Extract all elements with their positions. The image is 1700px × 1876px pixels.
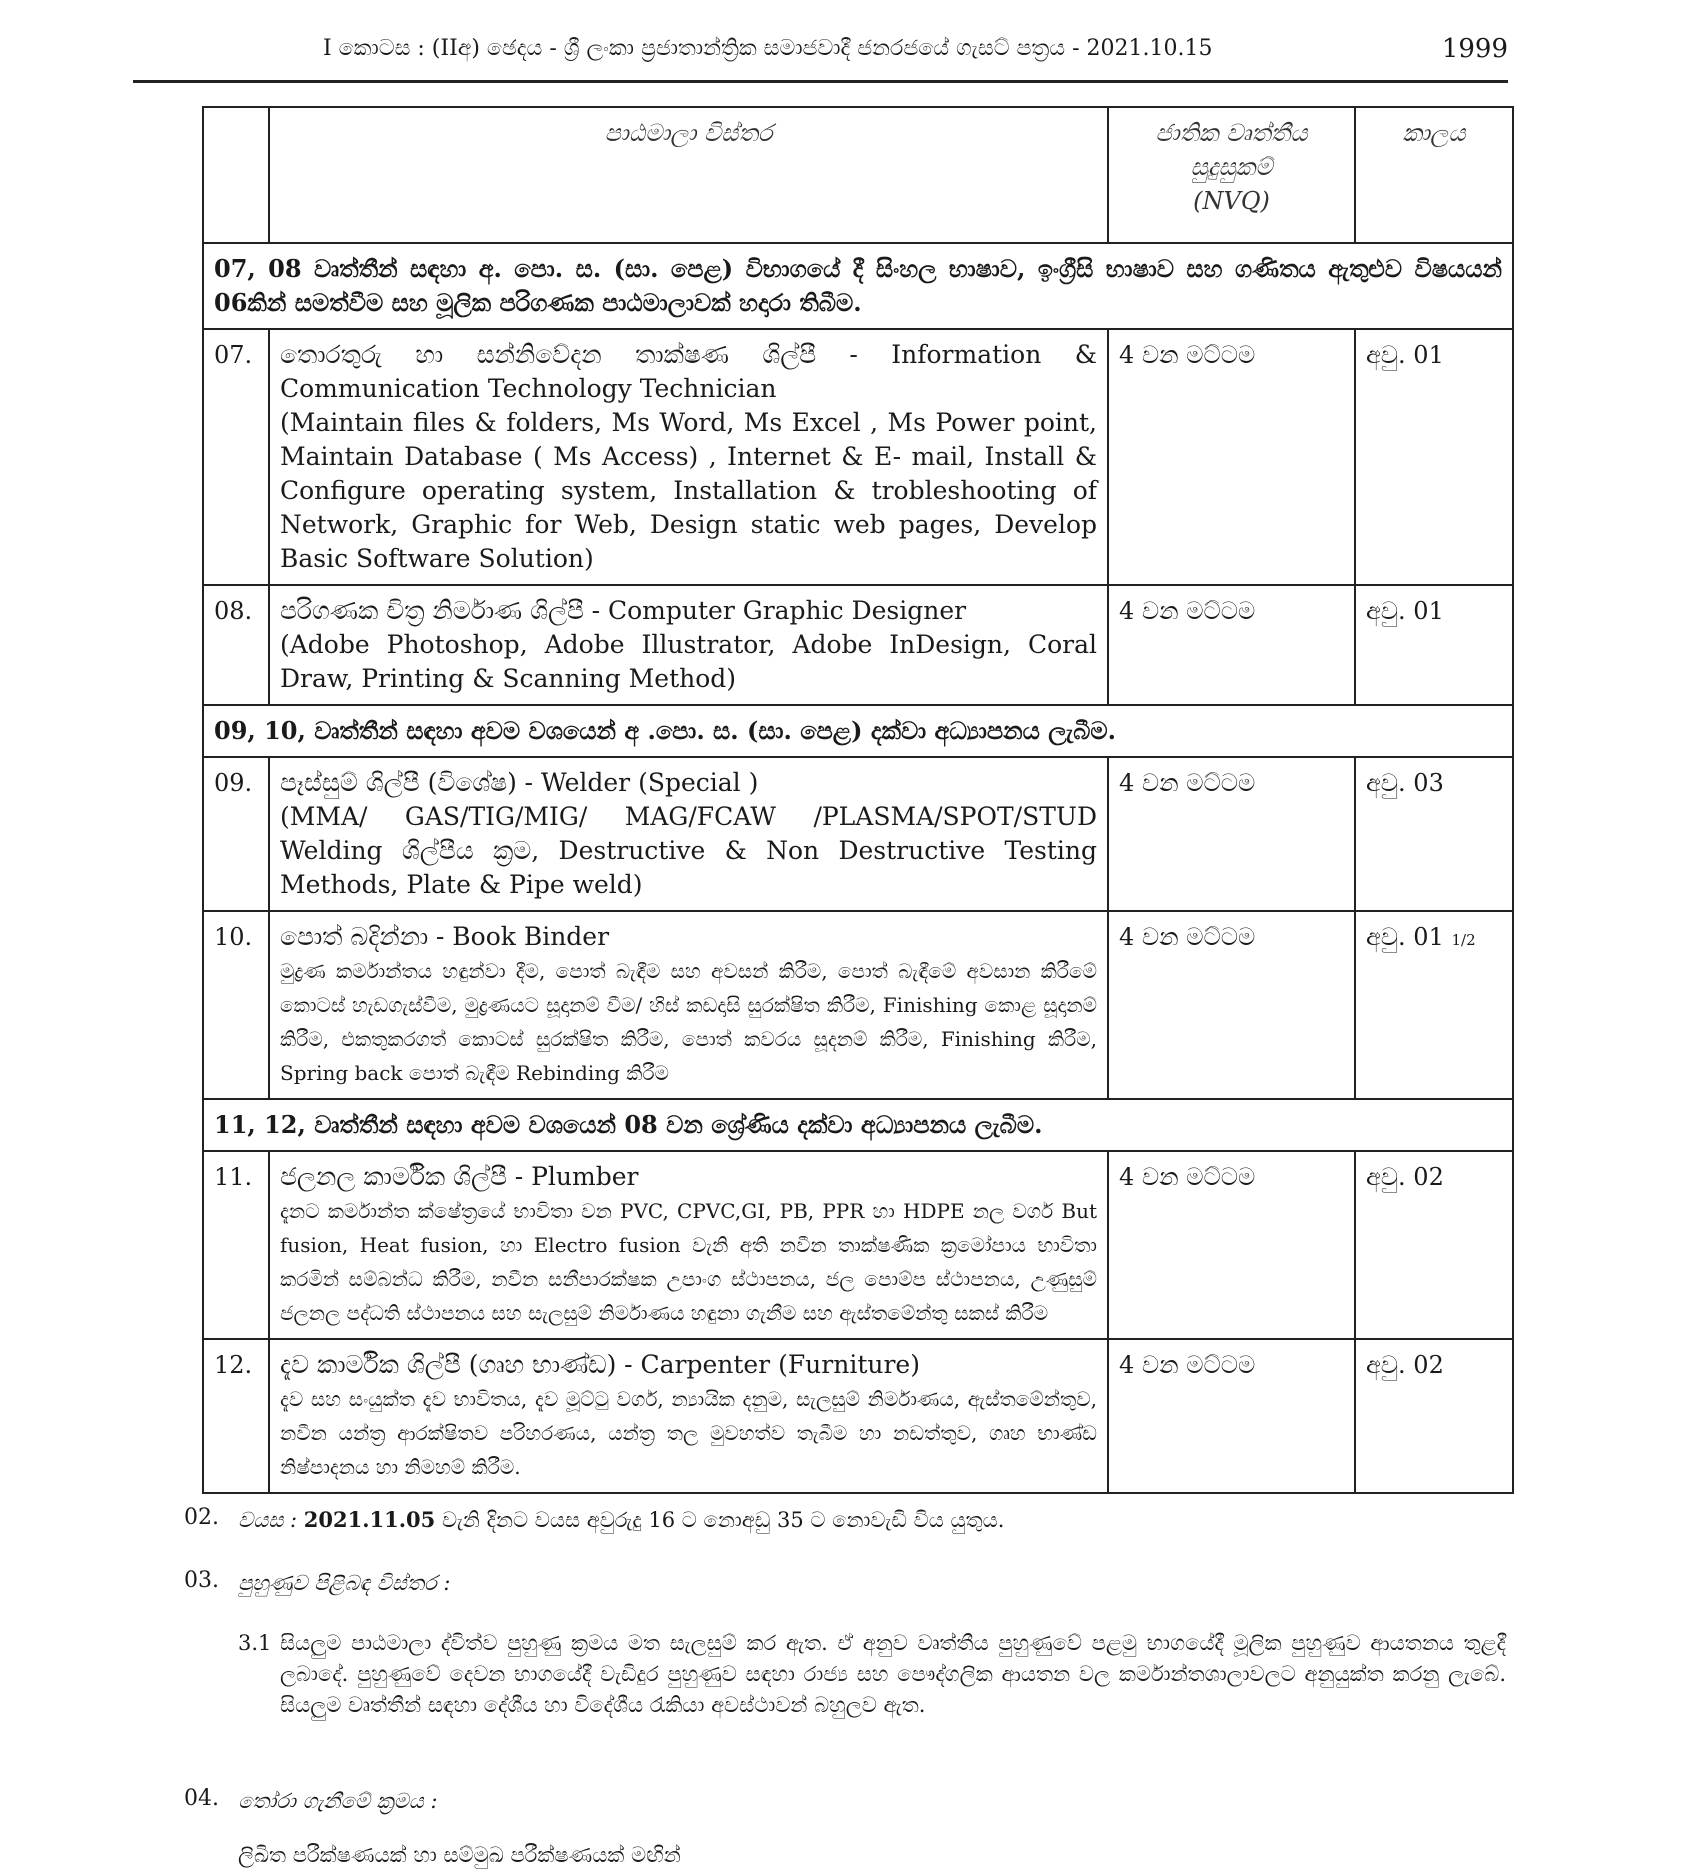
course-duration-value: අවු. 01	[1366, 597, 1444, 625]
course-detail: (Maintain files & folders, Ms Word, Ms Excel , Ms Power point, Maintain Database ( Ms Access) , Internet & E- mail, Install & Configure operating system, Installation & trobleshooting of Network, Graphic for Web, Design static web pages, Develop Basic Software Solution)	[280, 408, 1097, 573]
header-divider	[133, 80, 1508, 83]
course-title-en: - Computer Graphic Designer	[591, 596, 967, 625]
course-nvq-level: 4 වන මට්ටම	[1108, 1151, 1355, 1339]
course-number: 10.	[203, 911, 269, 1099]
course-title-en: - Book Binder	[435, 922, 610, 951]
course-title-en: - Plumber	[514, 1162, 639, 1191]
course-title-si: පෑස්සුම් ශිල්පී (විශේෂ)	[280, 768, 517, 797]
course-detail: දැව සහ සංයුක්ත දැව භාවිතය, දැව මූට්ටු වර්ග, න්‍යායික දනුම, සැලසුම් නිර්මාණය, ඇස්තමේන්තුව, නවීන යන්ත්‍ර ආරක්ෂිතව පරිහරණය, යන්ත්‍ර තල මුවහත්ව තැබීම හා නඩත්තුව, ගෘහ භාණ්ඩ නිෂ්පාදනය හා නිමහම් කිරීම.	[280, 1387, 1097, 1479]
training-sub-number: 3.1	[238, 1631, 272, 1655]
item-number-training: 03.	[184, 1568, 219, 1593]
selection-method: ලිඛිත පරීක්ෂණයක් හා සම්මුඛ පරීක්ෂණයක් මඟින්	[238, 1843, 681, 1867]
section-row	[203, 243, 1513, 329]
course-title-en: - Carpenter (Furniture)	[624, 1350, 920, 1379]
course-nvq-level: 4 වන මට්ටම	[1108, 757, 1355, 911]
course-duration-value: අවු. 01	[1366, 341, 1444, 369]
training-detail	[238, 1628, 1506, 1721]
course-detail: (Adobe Photoshop, Adobe Illustrator, Adobe InDesign, Coral Draw, Printing & Scanning Method)	[280, 630, 1097, 693]
training-sub-text: සියලුම පාඨමාලා ද්විත්ව පුහුණු ක්‍රමය මත සැලසුම් කර ඇත. ඒ අනුව වෘත්තීය පුහුණුවේ පළමු භාගයේදී මූලික පුහුණුව ආයතනය තුළදී ලබාදේ. පුහුණුවේ දෙවන භාගයේදී වැඩිදුර පුහුණුව සඳහා රාජ්‍ය සහ පෞද්ගලික ආයතන වල කර්මාන්තශාලාවලට අනුයුක්ත කරනු ලැබේ. සියලුම වෘත්තීන් සඳහා දේශීය හා විදේශීය රැකියා අවස්ථාවන් බහුලව ඇත.	[280, 1631, 1506, 1717]
item-number-selection: 04.	[184, 1786, 219, 1811]
course-duration-value: අවු. 02	[1366, 1351, 1444, 1379]
item-number-age: 02.	[184, 1505, 219, 1530]
course-duration	[1355, 1339, 1513, 1493]
course-duration	[1355, 329, 1513, 585]
section-requirement: 09, 10, වෘත්තීන් සඳහා අවම වශයෙන් අ .පො. ස. (සා. පෙළ) දක්වා අධ්‍යාපනය ලැබීම.	[203, 705, 1513, 757]
header-nvq-line3: (NVQ)	[1193, 187, 1270, 215]
course-title-en: - Information & Communication Technology Technician	[280, 340, 1097, 403]
course-title-en: - Welder (Special )	[524, 768, 759, 797]
course-table	[202, 106, 1514, 1494]
course-duration-value: අවු. 03	[1366, 769, 1444, 797]
section-row	[203, 1099, 1513, 1151]
selection-label: තෝරා ගැනීමේ ක්‍රමය :	[238, 1789, 438, 1813]
course-detail: (MMA/ GAS/TIG/MIG/ MAG/FCAW /PLASMA/SPOT/STUD Welding ශිල්පීය ක්‍රම, Destructive & Non Destructive Testing Methods, Plate & Pipe weld)	[280, 802, 1097, 899]
course-description	[269, 585, 1108, 705]
training-label: පුහුණුව පිළිබඳ විස්තර :	[238, 1571, 451, 1595]
course-number: 12.	[203, 1339, 269, 1493]
section-row	[203, 705, 1513, 757]
course-duration	[1355, 585, 1513, 705]
course-number: 09.	[203, 757, 269, 911]
table-row	[203, 757, 1513, 911]
course-title-si: පොත් බදින්නා	[280, 922, 429, 951]
course-description	[269, 329, 1108, 585]
course-nvq-level: 4 වන මට්ටම	[1108, 585, 1355, 705]
course-title-si: තොරතුරු හා සන්නිවේදන තාක්ෂණ ශිල්පී	[280, 340, 817, 369]
course-number: 07.	[203, 329, 269, 585]
course-duration-fraction: 1/2	[1451, 931, 1476, 949]
course-duration	[1355, 1151, 1513, 1339]
course-nvq-level: 4 වන මට්ටම	[1108, 1339, 1355, 1493]
course-description	[269, 911, 1108, 1099]
header-description: පාඨමාලා විස්තර	[269, 107, 1108, 243]
table-row	[203, 329, 1513, 585]
page-number: 1999	[1441, 34, 1508, 64]
course-number: 11.	[203, 1151, 269, 1339]
course-duration-value: අවු. 01	[1366, 923, 1444, 951]
table-row	[203, 1151, 1513, 1339]
course-detail: මුද්‍රණ කර්මාන්තය හඳුන්වා දීම, පොත් බැඳීම සහ අවසන් කිරීම, පොත් බැඳීමේ අවසාන කිරීමේ කොටස් හැඩගැස්වීම, මුද්‍රණයට සූදානම් වීම/ හිස් කඩදාසි සුරක්ෂිත කිරීම, Finishing කොළ සූදානම් කිරීම, එකතුකරගත් කොටස් සුරක්ෂිත කිරීම, පොත් කවරය සූදනම් කිරීම, Finishing කිරීම, Spring back පොත් බැඳීම Rebinding කිරීම	[280, 959, 1097, 1085]
header-duration: කාලය	[1355, 107, 1513, 243]
course-title-si: පරිගණක චිත්‍ර නිර්මාණ ශිල්පී	[280, 596, 584, 625]
age-date: 2021.11.05	[303, 1507, 436, 1532]
table-row	[203, 911, 1513, 1099]
course-duration-value: අවු. 02	[1366, 1163, 1444, 1191]
age-text: වැනි දිනට වයස අවුරුදු 16 ට නොඅඩු 35 ට නොවැඩි විය යුතුය.	[441, 1508, 1005, 1532]
course-title-si: ජලනල කාර්මික ශිල්පී	[280, 1162, 508, 1191]
header-nvq	[1108, 107, 1355, 243]
course-nvq-level: 4 වන මට්ටම	[1108, 329, 1355, 585]
course-number: 08.	[203, 585, 269, 705]
header-nvq-line1: ජාතික වෘත්තීය	[1155, 119, 1308, 147]
course-duration	[1355, 911, 1513, 1099]
table-row	[203, 585, 1513, 705]
course-description	[269, 757, 1108, 911]
course-description	[269, 1339, 1108, 1493]
age-label: වයස :	[238, 1508, 298, 1532]
age-requirement	[238, 1505, 1004, 1535]
header-nvq-line2: සුදුසුකම්	[1190, 153, 1273, 181]
header-num-cell	[203, 107, 269, 243]
course-nvq-level: 4 වන මට්ටම	[1108, 911, 1355, 1099]
course-description	[269, 1151, 1108, 1339]
table-header-row	[203, 107, 1513, 243]
section-requirement: 07, 08 වෘත්තීන් සඳහා අ. පො. ස. (සා. පෙළ) විභාගයේ දී සිංහල භාෂාව, ඉංග්‍රීසි භාෂාව සහ ගණිතය ඇතුළුව විෂයයන් 06කින් සමත්වීම සහ මූලික පරිගණක පාඨමාලාවක් හදාරා තිබීම.	[203, 243, 1513, 329]
section-requirement: 11, 12, වෘත්තීන් සඳහා අවම වශයෙන් 08 වන ශ්‍රේණිය දක්වා අධ්‍යාපනය ලැබීම.	[203, 1099, 1513, 1151]
gazette-header-title: I කොටස : (IIඅ) ඡෙදය - ශ්‍රී ලංකා ප්‍රජාතාන්ත්‍රික සමාජවාදී ජනරජයේ ගැසට් පත්‍රය - 2021.10.15	[323, 36, 1213, 61]
course-duration	[1355, 757, 1513, 911]
table-row	[203, 1339, 1513, 1493]
course-title-si: දැව කාර්මික ශිල්පී (ගෘහ භාණ්ඩ)	[280, 1350, 617, 1379]
page-header	[133, 32, 1508, 82]
course-detail: දැනට කර්මාන්ත ක්ෂේත්‍රයේ භාවිතා වන PVC, CPVC,GI, PB, PPR හා HDPE නල වර්ග But fusion, Heat fusion, හා Electro fusion වැනි අති නවීන තාක්ෂණික ක්‍රමෝපාය භාවිතා කරමින් සම්බන්ධ කිරීම, නවීන සනීපාරක්ෂක උපාංග ස්ථාපනය, ජල පොම්ප ස්ථාපනය, උණුසුම් ජලනල පද්ධති ස්ථාපනය සහ සැලසුම් නිර්මාණය හඳුනා ගැනීම සහ ඇස්තමේන්තු සකස් කිරීම	[280, 1199, 1097, 1325]
